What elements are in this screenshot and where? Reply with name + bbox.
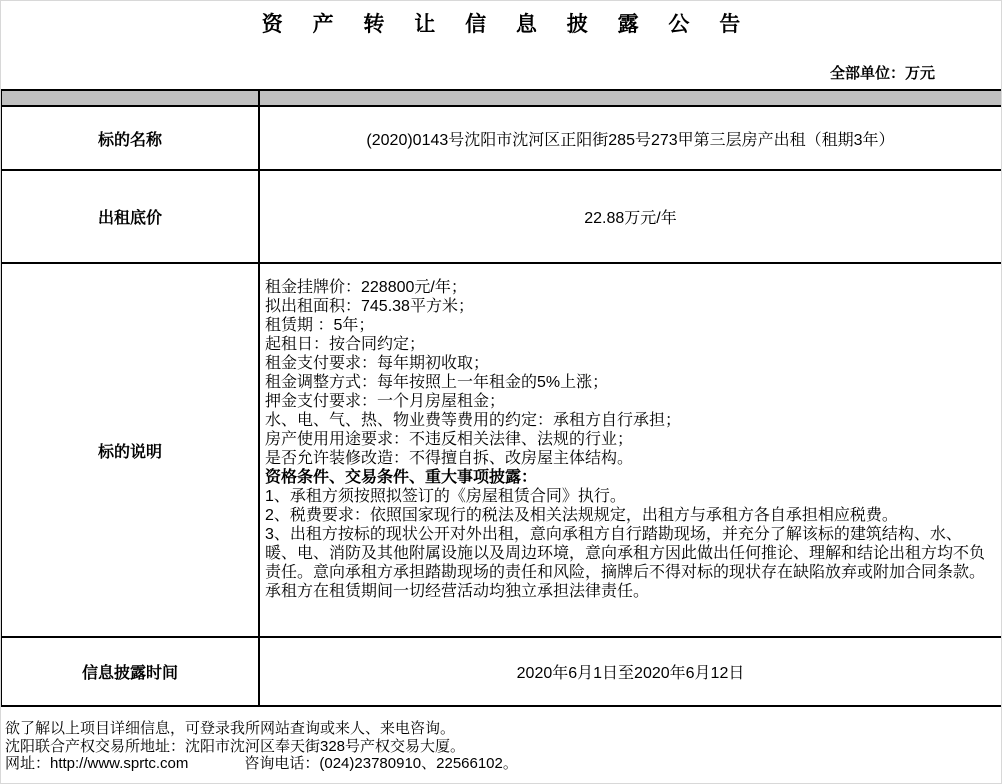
desc-line-area: 拟出租面积：745.38平方米； bbox=[265, 298, 474, 315]
row-disclosure-period bbox=[2, 638, 1001, 705]
table-header-row bbox=[2, 91, 1001, 107]
asset-table bbox=[1, 89, 1002, 707]
desc-line-adjustment: 租金调整方式：每年按照上一年租金的5%上涨； bbox=[265, 374, 609, 391]
desc-item-1: 1、承租方须按照拟签订的《房屋租赁合同》执行。 bbox=[265, 488, 626, 505]
footer-line-address: 沈阳联合产权交易所地址：沈阳市沈河区奉天街328号产权交易大厦。 bbox=[5, 737, 466, 755]
desc-line-utilities: 水、电、气、热、物业费等费用的约定：承租方自行承担； bbox=[265, 412, 682, 429]
disclosure-period-label: 信息披露时间 bbox=[2, 638, 260, 705]
subject-name-value: (2020)0143号沈阳市沈河区正阳街285号273甲第三层房产出租（租期3年） bbox=[366, 131, 895, 149]
announcement-title: 资 产 转 让 信 息 披 露 公 告 bbox=[261, 13, 753, 36]
subject-description-value bbox=[260, 264, 1001, 636]
footer-website: 网址：http://www.sprtc.com bbox=[5, 755, 189, 772]
desc-line-start-date: 起租日：按合同约定； bbox=[265, 336, 426, 353]
footer-line-contact bbox=[5, 755, 997, 773]
desc-line-usage: 房产使用用途要求：不违反相关法律、法规的行业； bbox=[265, 431, 634, 448]
desc-item-3: 3、出租方按标的现状公开对外出租，意向承租方自行踏勘现场，并充分了解该标的建筑结构、水、暖、电、消防及其他附属设施以及周边环境，意向承租方因此做出任何推论、理解和结论出租方均不负责任。意向承租方承担踏勘现场的责任和风险，摘牌后不得对标的现状存在缺陷放弃或附加合同条款。承租方在租赁期间一切经营活动均独立承担法律责任。 bbox=[265, 526, 986, 600]
desc-line-lease-term: 租赁期 ：5年； bbox=[265, 317, 375, 334]
row-subject-name bbox=[2, 107, 1001, 171]
disclosure-period-value: 2020年6月1日至2020年6月12日 bbox=[516, 665, 745, 682]
desc-item-2: 2、税费要求：依照国家现行的税法及相关法规规定，出租方与承租方各自承担相应税费。 bbox=[265, 507, 898, 524]
footer bbox=[5, 720, 997, 773]
row-base-rent bbox=[2, 171, 1001, 264]
desc-line-rent-price: 租金挂牌价：228800元/年； bbox=[265, 279, 467, 296]
desc-line-payment-requirement: 租金支付要求：每年期初收取； bbox=[265, 355, 490, 372]
footer-phone: 咨询电话：(024)23780910、22566102。 bbox=[244, 755, 518, 772]
desc-line-renovation: 是否允许装修改造：不得擅自拆、改房屋主体结构。 bbox=[265, 450, 634, 467]
desc-heading-disclosure: 资格条件、交易条件、重大事项披露： bbox=[265, 469, 538, 486]
desc-line-deposit: 押金支付要求：一个月房屋租金； bbox=[265, 393, 506, 410]
unit-note: 全部单位：万元 bbox=[829, 65, 935, 82]
header-cell-value bbox=[260, 91, 1001, 105]
subject-description-label: 标的说明 bbox=[2, 264, 260, 636]
base-rent-value: 22.88万元/年 bbox=[584, 210, 677, 227]
row-subject-description bbox=[2, 264, 1001, 638]
base-rent-label: 出租底价 bbox=[2, 171, 260, 262]
header-cell-label bbox=[2, 91, 260, 105]
subject-name-label: 标的名称 bbox=[2, 107, 260, 169]
footer-line-info: 欲了解以上项目详细信息，可登录我所网站查询或来人、来电咨询。 bbox=[5, 720, 456, 737]
